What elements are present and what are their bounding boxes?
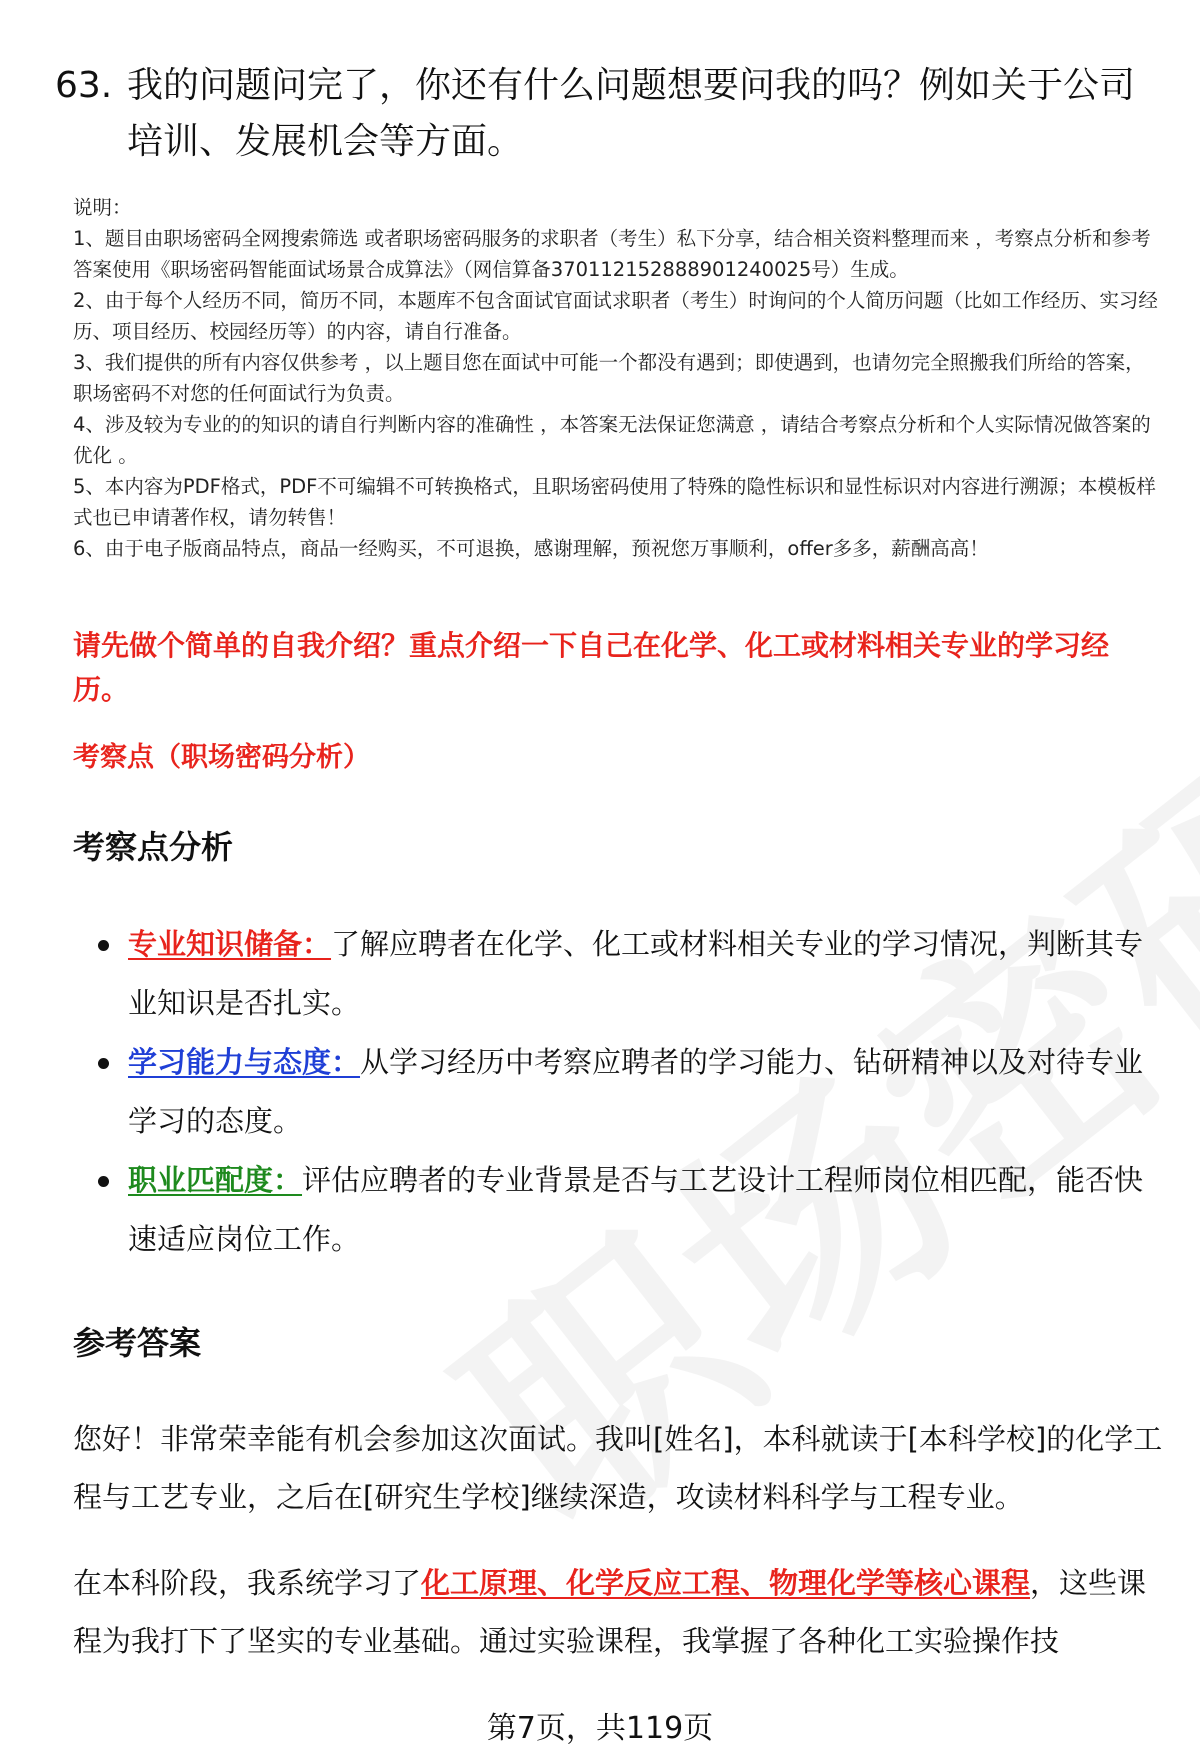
analysis-item — [73, 915, 1153, 1033]
analysis-heading: 考察点分析 — [73, 828, 234, 866]
answer-highlight: 化工原理、化学反应工程、物理化学等核心课程 — [421, 1566, 1031, 1600]
notes-item: 5、本内容为PDF格式，PDF不可编辑不可转换格式，且职场密码使用了特殊的隐性标识和显性标识对内容进行溯源；本模板样式也已申请著作权，请勿转售！ — [73, 475, 1156, 529]
notes-item: 1、题目由职场密码全网搜索筛选 或者职场密码服务的求职者（考生）私下分享，结合相关资料整理而来 ，考察点分析和参考答案使用《职场密码智能面试场景合成算法》（网信算备370112152888901240025号）生成。 — [73, 227, 1151, 281]
answer-text: 在本科阶段，我系统学习了 — [73, 1566, 422, 1600]
answer-text: ，这些课程为我打下了坚实的专业基础。通过实验课程，我掌握了各种化工实验操作技 — [73, 1566, 1147, 1658]
bullet-dot — [98, 1058, 109, 1069]
bullet-dot — [98, 1176, 109, 1187]
analysis-item-text: 从学习经历中考察应聘者的学习能力、钻研精神以及对待专业学习的态度。 — [128, 1045, 1144, 1138]
notes-section — [73, 192, 1163, 564]
answer-paragraph — [73, 1554, 1163, 1670]
analysis-list — [73, 915, 1153, 1269]
notes-item: 6、由于电子版商品特点，商品一经购买，不可退换，感谢理解，预祝您万事顺利，offer多多，薪酬高高！ — [73, 537, 989, 560]
notes-item: 3、我们提供的所有内容仅供参考 ，以上题目您在面试中可能一个都没有遇到；即使遇到，也请勿完全照搬我们所给的答案，职场密码不对您的任何面试行为负责。 — [73, 351, 1145, 405]
bullet-dot — [98, 940, 109, 951]
exam-point-label: 考察点（职场密码分析） — [73, 742, 370, 773]
answer-heading: 参考答案 — [73, 1324, 202, 1362]
notes-title: 说明： — [73, 196, 132, 219]
page-footer: 第7页，共119页 — [486, 1711, 714, 1746]
analysis-item-text: 了解应聘者在化学、化工或材料相关专业的学习情况，判断其专业知识是否扎实。 — [128, 927, 1144, 1020]
analysis-item-text: 评估应聘者的专业背景是否与工艺设计工程师岗位相匹配，能否快速适应岗位工作。 — [128, 1163, 1144, 1256]
sub-question: 请先做个简单的自我介绍？重点介绍一下自己在化学、化工或材料相关专业的学习经历。 — [73, 629, 1110, 706]
notes-item: 4、涉及较为专业的的知识的请自行判断内容的准确性 ，本答案无法保证您满意 ，请结合考察点分析和个人实际情况做答案的优化 。 — [73, 413, 1151, 467]
analysis-item-label: 专业知识储备： — [128, 927, 332, 961]
question-text: 我的问题问完了，你还有什么问题想要问我的吗？例如关于公司培训、发展机会等方面。 — [127, 65, 1136, 162]
analysis-item-label: 学习能力与态度： — [128, 1045, 361, 1079]
answer-paragraph: 您好！非常荣幸能有机会参加这次面试。我叫[姓名]，本科就读于[本科学校]的化学工程与工艺专业，之后在[研究生学校]继续深造，攻读材料科学与工程专业。 — [73, 1422, 1163, 1514]
analysis-item-label: 职业匹配度： — [128, 1163, 303, 1197]
answer-body — [73, 1410, 1163, 1698]
question-number: 63. — [55, 65, 113, 106]
notes-item: 2、由于每个人经历不同，简历不同，本题库不包含面试官面试求职者（考生）时询问的个人简历问题（比如工作经历、实习经历、项目经历、校园经历等）的内容，请自行准备。 — [73, 289, 1158, 343]
analysis-item — [73, 1033, 1153, 1151]
analysis-item — [73, 1151, 1153, 1269]
question-title — [55, 58, 1165, 162]
